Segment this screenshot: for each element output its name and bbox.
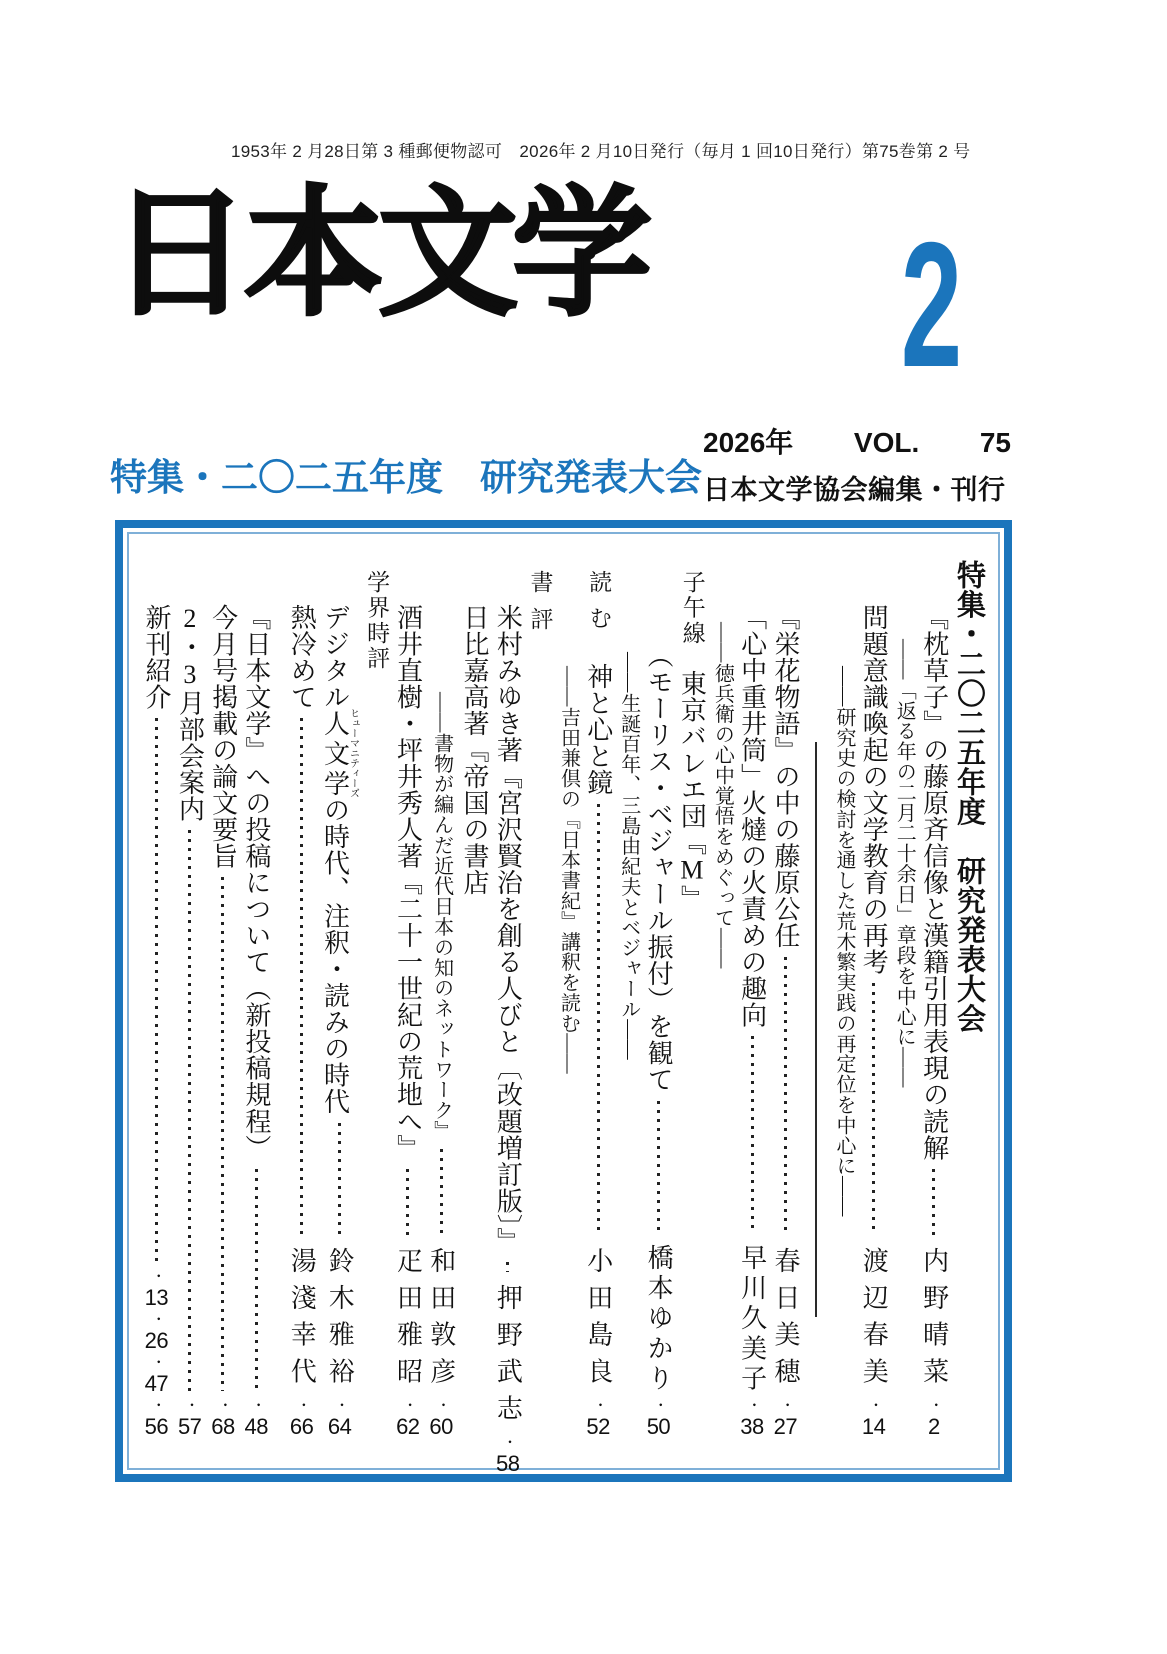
toc-column <box>321 554 358 1438</box>
toc-page-number: 38 <box>740 1413 764 1439</box>
toc-pages <box>328 1415 351 1438</box>
toc-page-number: 47 <box>144 1370 169 1396</box>
page-separator-dot: ・ <box>183 1397 199 1412</box>
toc-title: 問題意識喚起の文学教育の再考 <box>859 604 889 976</box>
toc-author: 渡辺春美 <box>859 1247 889 1395</box>
page-separator-dot: ・ <box>434 1397 450 1412</box>
leader-dots <box>255 1169 258 1391</box>
page-separator-dot: ・ <box>149 1397 165 1412</box>
divider-line <box>815 742 817 1317</box>
toc-column <box>427 554 454 1438</box>
toc-column <box>860 554 887 1438</box>
toc-subtitle: ――書物が編んだ近代日本の知のネットワーク』 <box>430 692 453 1141</box>
toc-subtitle: ――「返る年の二月二十余日」章段を中心に―― <box>893 639 916 1088</box>
page-separator-dot: ・ <box>149 1311 165 1326</box>
toc-pages <box>290 1415 313 1438</box>
toc-title: 2・3月部会案内 <box>175 604 205 823</box>
toc-title: 熱冷めて <box>287 604 317 711</box>
feature-heading: 特集・二〇二五年度 研究発表大会 <box>110 457 702 498</box>
toc-column <box>833 554 854 1438</box>
publisher-line: 日本文学協会編集・刊行 <box>703 475 1006 505</box>
toc-section-label: 読む <box>586 570 612 642</box>
toc-columns <box>139 554 985 1476</box>
toc-pages <box>211 1415 234 1438</box>
volume-row <box>703 421 1011 461</box>
toc-column <box>176 554 203 1438</box>
leader-dots <box>338 1123 341 1235</box>
toc-author: 内野晴菜 <box>919 1247 949 1395</box>
toc-section-label: 学界時評 <box>364 570 390 672</box>
toc-page-number: 57 <box>177 1413 202 1439</box>
publication-year: 2026年 <box>703 427 794 458</box>
toc-pages <box>774 1415 797 1438</box>
toc-author: 小田島良 <box>583 1247 613 1395</box>
toc-title: 酒井直樹・坪井秀人著『二十一世紀の荒地へ』 <box>393 604 423 1161</box>
toc-title: デジタル人文学ヒューマニティーズの時代、注釈・読みの時代 <box>320 604 359 1115</box>
toc-title: 『栄花物語』の中の藤原公任 <box>770 604 800 949</box>
toc-column <box>557 554 578 1438</box>
toc-subtitle: ――徳兵衛の心中覚悟をめぐって―― <box>711 622 734 969</box>
toc-frame <box>127 532 1000 1476</box>
vol-number: 75 <box>979 427 1011 458</box>
leader-dots <box>406 1169 409 1235</box>
toc-subtitle: ――研究史の検討を通した荒木繁実践の再定位を中心に―― <box>832 666 855 1217</box>
page-separator-dot: ・ <box>332 1397 348 1412</box>
toc-author: 鈴木雅裕 <box>325 1247 355 1395</box>
leader-dots <box>506 1262 509 1272</box>
toc-page-number: 13 <box>144 1284 169 1310</box>
publication-info <box>703 421 1011 507</box>
toc-box <box>115 520 1012 1482</box>
page-separator-dot: ・ <box>249 1397 265 1412</box>
toc-column <box>920 554 947 1438</box>
toc-page-number: 58 <box>495 1450 520 1476</box>
toc-pages <box>178 1415 201 1438</box>
toc-pages <box>740 1415 763 1438</box>
toc-section-label-column <box>527 554 551 1438</box>
toc-pages <box>245 1415 268 1438</box>
leader-dots <box>751 1036 754 1232</box>
toc-author: 早川久美子 <box>737 1244 767 1395</box>
leader-dots <box>300 718 303 1235</box>
page-separator-dot: ・ <box>927 1397 943 1412</box>
toc-title: 『枕草子』の藤原斉信像と漢籍引用表現の読解 <box>919 604 949 1161</box>
toc-section-heading <box>954 554 984 1438</box>
page-separator-dot: ・ <box>149 1268 165 1283</box>
toc-column <box>461 554 488 1438</box>
postal-approval-note: 1953年 2 月28日第 3 種郵便物認可 2026年 2 月10日発行（毎月 1 回10日発行）第75巻第 2 号 <box>231 142 971 161</box>
toc-section-label: 子午線 <box>679 570 705 646</box>
toc-author: 橋本ゆかり <box>644 1244 674 1395</box>
toc-column <box>288 554 315 1438</box>
toc-title: 神と心と鏡 <box>583 663 613 796</box>
page-separator-dot: ・ <box>778 1397 794 1412</box>
toc-pages <box>496 1452 519 1475</box>
toc-column <box>893 554 914 1438</box>
toc-author: 和田敦彦 <box>426 1247 456 1395</box>
toc-title: 「心中重井筒」火燵の火責めの趣向 <box>737 604 767 1029</box>
page-separator-dot: ・ <box>745 1397 761 1412</box>
toc-pages <box>429 1415 452 1438</box>
toc-column <box>243 554 270 1438</box>
toc-title: 『日本文学』への投稿について（新投稿規程） <box>241 604 271 1161</box>
toc-title: 米村みゆき著『宮沢賢治を創る人びと〔改題増訂版〕』 <box>493 604 523 1254</box>
toc-author: 湯淺幸代 <box>287 1247 317 1395</box>
toc-column <box>618 554 639 1438</box>
toc-page-number: 50 <box>646 1413 671 1439</box>
toc-page-number: 14 <box>861 1413 886 1439</box>
toc-column <box>738 554 765 1438</box>
toc-subtitle: ――吉田兼倶の『日本書紀』講釈を読む―― <box>557 666 580 1074</box>
toc-column <box>584 554 611 1438</box>
leader-dots <box>155 718 158 1262</box>
toc-author: 春日美穂 <box>770 1247 800 1395</box>
leader-dots <box>188 830 191 1391</box>
toc-page-number: 27 <box>773 1413 798 1439</box>
toc-pages <box>862 1415 885 1438</box>
page-separator-dot: ・ <box>149 1354 165 1369</box>
toc-column <box>394 554 421 1438</box>
toc-subtitle: ――生誕百年、三島由紀夫とベジャール―― <box>617 652 640 1060</box>
page-separator-dot: ・ <box>401 1397 417 1412</box>
leader-dots <box>657 1101 660 1232</box>
page-separator-dot: ・ <box>651 1397 667 1412</box>
toc-pages <box>647 1415 670 1438</box>
toc-page-number: 26 <box>144 1327 169 1353</box>
toc-group-divider <box>815 554 817 1438</box>
toc-page-number: 52 <box>586 1413 610 1439</box>
toc-title: 東京バレエ団『M』 <box>677 669 707 912</box>
toc-page-number: 56 <box>144 1413 169 1439</box>
leader-dots <box>221 877 224 1391</box>
toc-author: 押野武志 <box>493 1284 523 1432</box>
toc-section-label-column <box>364 554 388 1438</box>
toc-section-label: 書評 <box>527 570 553 644</box>
journal-title: 日本文学 <box>110 178 647 333</box>
page-separator-dot: ・ <box>591 1397 607 1412</box>
toc-page-number: 66 <box>289 1413 314 1439</box>
toc-title: 特集・二〇二五年度 研究発表大会 <box>953 560 985 1034</box>
toc-title: 新刊紹介 <box>142 604 172 711</box>
toc-column <box>209 554 236 1438</box>
issue-number-digit: 2 <box>900 205 962 404</box>
toc-title: 今月号掲載の論文要旨 <box>208 604 238 870</box>
leader-dots <box>872 983 875 1235</box>
toc-page-number: 60 <box>429 1413 453 1439</box>
toc-title: 日比嘉高著『帝国の書店 <box>460 604 490 896</box>
page-separator-dot: ・ <box>866 1397 882 1412</box>
toc-pages <box>145 1286 168 1438</box>
toc-pages <box>928 1415 940 1438</box>
toc-title: （モーリス・ベジャール振付）を観て <box>644 642 674 1093</box>
toc-column <box>678 554 705 1438</box>
leader-dots <box>784 957 787 1235</box>
page-separator-dot: ・ <box>294 1397 310 1412</box>
page-separator-dot: ・ <box>216 1397 232 1412</box>
toc-column <box>143 554 170 1438</box>
toc-column <box>493 554 523 1476</box>
toc-column <box>711 554 732 1438</box>
toc-column <box>645 554 672 1438</box>
vol-label: VOL. <box>853 427 920 458</box>
issue-number <box>846 205 1016 404</box>
toc-page-number: 2 <box>928 1413 940 1439</box>
toc-column <box>772 554 799 1438</box>
toc-page-number: 48 <box>244 1413 269 1439</box>
toc-pages <box>586 1415 609 1438</box>
toc-page-number: 62 <box>396 1413 420 1439</box>
leader-dots <box>597 804 600 1235</box>
leader-dots <box>440 1149 443 1235</box>
leader-dots <box>932 1169 935 1235</box>
toc-page-number: 64 <box>327 1413 352 1439</box>
toc-author: 疋田雅昭 <box>393 1247 423 1395</box>
toc-page-number: 68 <box>211 1413 235 1439</box>
page-separator-dot: ・ <box>501 1434 517 1449</box>
toc-pages <box>396 1415 419 1438</box>
